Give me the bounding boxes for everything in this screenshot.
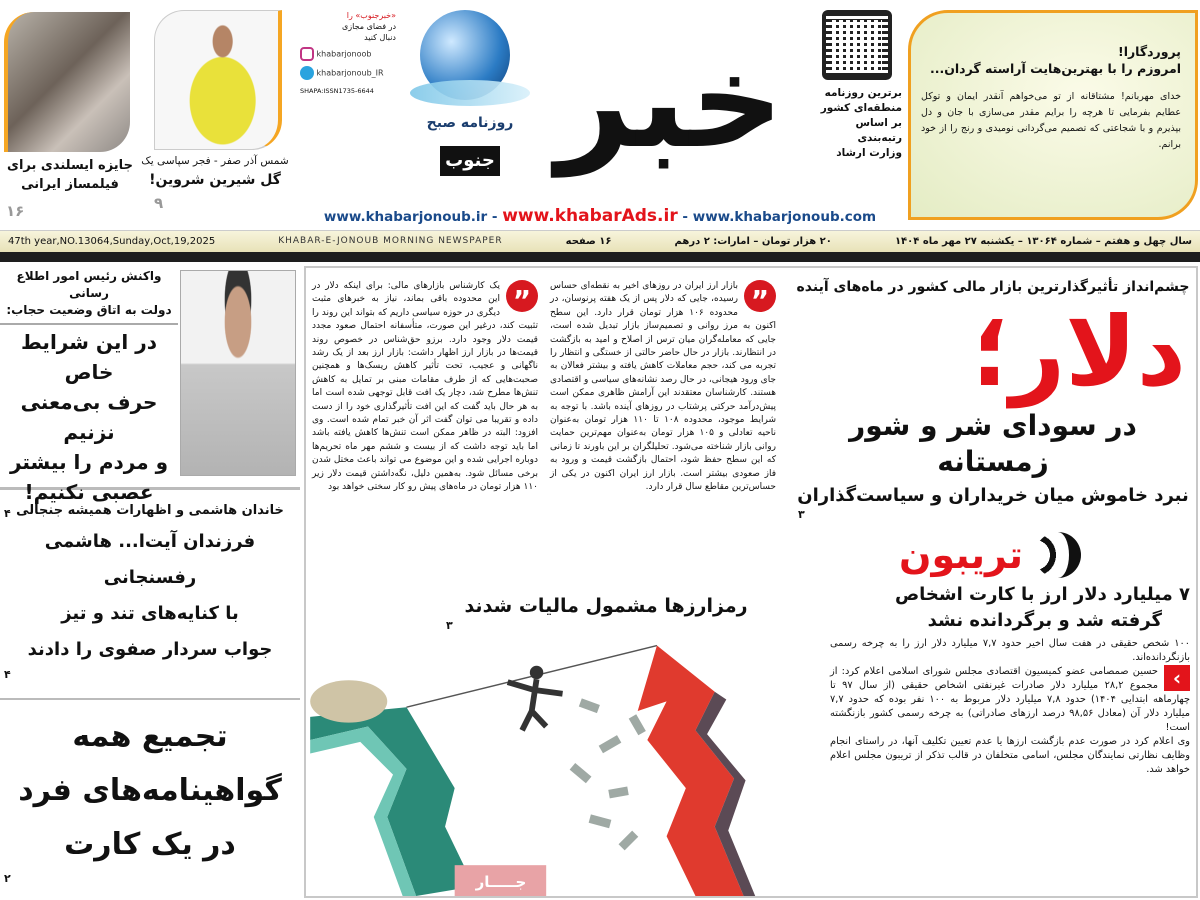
tribune-logo [790, 528, 1190, 582]
story-kicker: دولت به اتاق وضعیت حجاب: [6, 303, 172, 317]
teaser-film-photo [4, 12, 130, 152]
story-title: گواهینامه‌های فرد [18, 773, 282, 808]
lead-deck: نبرد خاموش میان خریداران و سیاست‌گذاران [797, 485, 1189, 506]
social-intro: دنبال کنید [364, 33, 396, 42]
quote-icon: ” [744, 280, 776, 312]
tribune-body: حسین صمصامی عضو کمیسیون اقتصادی مجلس شورای اسلامی اعلام کرد: از مجموع ۲۸,۲ میلیارد دلار صادرات غیرنفتی اشخاص حقیقی (از سال ۹۷ تا چهارماهه ابتدایی ۱۴۰۴) حدود ۷,۸ میلیارد دلار مربوط به ۱۰۰ نفر بوده که حدود ۷,۷ میلیارد دلار آن (معادل ۹۸,۵۶ درصد ارزهای صادراتی) به چرخه رسمی کشور بازنگشته است! [830, 666, 1191, 733]
tightrope-walker-head [530, 666, 543, 679]
telegram-icon [300, 66, 314, 80]
story-kicker: واکنش رئیس امور اطلاع رسانی [16, 269, 162, 300]
story-hashemi[interactable] [0, 496, 300, 700]
crypto-illustration [306, 634, 796, 896]
teaser-film[interactable] [0, 0, 140, 228]
lead-column-1 [550, 280, 776, 495]
social-intro: «خبرجنوب» را [346, 11, 396, 20]
lead-column-2 [312, 280, 538, 495]
teaser-football-photo [154, 10, 282, 150]
divider [0, 252, 1200, 262]
tribune-logo-text: تریبون [899, 533, 1023, 577]
story-title: جواب سردار صفوی را دادند [27, 639, 273, 660]
page-number: ۹ [154, 194, 164, 212]
teaser-football[interactable] [140, 0, 290, 228]
telegram-link[interactable] [300, 66, 396, 80]
lead-story[interactable] [790, 270, 1196, 522]
ranking-text [808, 86, 902, 161]
chevron-left-icon[interactable]: ‹ [1164, 665, 1190, 691]
tightrope-walker [508, 679, 563, 730]
falling-banknotes [570, 698, 646, 850]
social-intro: در فضای مجازی [342, 22, 396, 31]
tribune-body: وی اعلام کرد در صورت عدم بازگشت ارزها یا عدم تعیین تکلیف آنها، در راستای انجام وظایف نظارتی نمایندگان مجلس، اسامی متخلفان در قالب تذکر از تریبون مجلس اعلام خواهد شد. [830, 736, 1190, 775]
divider [0, 323, 178, 325]
story-kicker: خاندان هاشمی و اظهارات همیشه جنجالی [16, 503, 284, 518]
instagram-handle: khabarjonoob [316, 49, 372, 59]
instagram-icon [300, 47, 314, 61]
page-number: ۱۶ [6, 202, 25, 220]
page-number: ۴ [4, 507, 11, 520]
teaser-film-caption: جایزه ایسلندی برای [7, 158, 133, 173]
prayer-title: امروزم را با بهترین‌هایت آراسته گردان... [929, 61, 1181, 76]
masthead-logo[interactable] [400, 6, 800, 202]
ranking-line: بر اساس [855, 117, 902, 129]
social-block [300, 10, 396, 97]
ranking-line: برترین روزنامه [824, 87, 902, 99]
story-title: در یک کارت [64, 827, 236, 862]
url-right[interactable]: www.khabarjonoub.com [692, 209, 877, 225]
dateline-paper-name: KHABAR-E-JONOUB MORNING NEWSPAPER [278, 236, 503, 246]
jar-badge: جـــــار [475, 873, 527, 891]
story-photo [180, 270, 296, 476]
logo-wordmark: خبر [556, 25, 784, 177]
url-separator: - [491, 209, 498, 225]
ranking-line: رتبه‌بندی [857, 132, 902, 144]
swoosh [410, 80, 530, 106]
ranking-line: منطقه‌ای کشور [820, 102, 902, 114]
red-arrow [638, 646, 744, 896]
teaser-football-kicker: شمس آذر صفر - فجر سپاسی یک [141, 155, 289, 167]
story-title: حرف بی‌معنی نزنیم [20, 390, 158, 444]
lead-subtitle: در سودای شر و شور زمستانه [849, 409, 1137, 478]
dateline-price: ۲۰ هزار تومان – امارات: ۲ درهم [674, 236, 832, 247]
tribune-lede: ۱۰۰ شخص حقیقی در هفت سال اخیر حدود ۷,۷ میلیارد دلار ارز را به چرخه رسمی بازنگردانده‌اند. [830, 638, 1190, 663]
dateline-persian: سال چهل و هفتم – شماره ۱۳۰۶۴ – یکشنبه ۲۷ مهر ماه ۱۴۰۴ [894, 236, 1192, 247]
page-number: ۲ [4, 872, 11, 885]
story-title: فرزندان آیت‌ا... هاشمی رفسنجانی [44, 531, 256, 588]
right-column [790, 270, 1196, 896]
lead-body: بازار ارز ایران در روزهای اخیر به نقطه‌ای حساس رسیده، جایی که دلار پس از یک هفته پرنوسان، در محدوده ۱۰۶ هزار تومان قرار دارد. این سطح اکنون به مرز روانی و تصمیم‌ساز بازار تبدیل شده است، جایی که معامله‌گران میان ترس از اصلاح و امید به بازگشت در انتظارند. بازار در حال حاضر حالتی از خستگی و انتظار را تجربه می کند، حجم معاملات کاهش یافته و بیشتر فعالان به جای ورود هیجانی، در حال رصد نشانه‌های سیاسی و اقتصادی هستند. کارشناسان معتقدند این آرامش ظاهری ممکن است پیش‌درآمد حرکتی پرشتاب در روزهای آینده باشد. با توجه به شرایط موجود، محدوده ۱۰۸ تا ۱۱۰ هزار تومان به‌عنوان ناحیه تعادلی و ۱۰۵ هزار تومان به‌عنوان مهم‌ترین حمایت روانی بازار شناخته می‌شود. تحلیلگران بر این باورند تا زمانی که این سطح حفظ شود، احتمال بازگشت قیمت و ورود به فاز صعودی بیشتر است. بازار ارز ایران اکنون در یکی از حساس‌ترین مقاطع سال قرار دارد. [550, 281, 776, 493]
prayer-body: خدای مهربانم! مشتاقانه از تو می‌خواهم آنقدر ایمان و توکل عطایم بفرمایی تا هرچه را برایم مقدر می‌سازی با جان و دل بپذیرم و با شجاعتی که تصمیم می‌گردانی نومیدی و رنج را از خود برانم. [921, 91, 1181, 150]
story-title: و مردم را بیشتر [9, 450, 169, 474]
story-title: با کنایه‌های تند و تیز [61, 603, 239, 624]
logo-subtitle: جنوب [440, 146, 500, 176]
story-title: تجمیع همه [72, 719, 228, 754]
teaser-film-caption: فیلمساز ایرانی [21, 177, 119, 192]
url-left[interactable]: www.khabarjonoub.ir [323, 209, 488, 225]
dateline-english: 47th year,NO.13064,Sunday,Oct,19,2025 [8, 236, 216, 247]
url-separator: - [682, 209, 689, 225]
page-number: ۳ [798, 508, 805, 521]
telegram-handle: khabarjonoub_IR [316, 68, 384, 78]
tribune-title: گرفته شد و برگردانده نشد [927, 610, 1162, 631]
lead-body: یک کارشناس بازارهای مالی: برای اینکه دلار در این محدوده باقی بماند، نیاز به خبرهای مثبت دیگری در حوزه سیاسی داریم که بتواند این روند را تثبیت کند، درغیر این صورت، متأسفانه احتمال صعود مجدد قیمت دلار وجود دارد. برزو حق‌شناس در خصوص روند قیمت‌ها در بازار ارز اظهار داشت: بازار ارز بعد از یک رشد ناگهانی و عجیب، تحت تأثیر کاهش ریسک‌ها و همچنین صحبت‌هایی که از طرف مقامات مبنی بر تمایل به کاهش تنش‌ها مطرح شد، دچار یک افت قابل توجهی شده است اما به هر حال باید گفت که این افت تأثیرگذاری خود را از دست داده و تقریبا می توان گفت اثر آن خبر تمام شده است. وی افزود: البته در ظاهر ممکن است تنش‌ها کاهش یافته باشد اما باید توجه داشت که از بیست و ششم مهر ماه تحریم‌ها دوباره اجرایی شده و این موضوع می تواند باعث مختل شدن برخی مسائل شود. به‌همین دلیل، نگه‌داشتن قیمت دلار زیر ۱۱۰ هزار تومان در ماه‌های پیش رو کار سختی خواهد بود [312, 281, 538, 493]
url-ads[interactable]: www.khabarAds.ir [502, 206, 678, 226]
qr-code[interactable] [822, 10, 892, 80]
crypto-title: رمزارزها مشمول مالیات شدند [464, 595, 748, 617]
prayer-title: پروردگارا! [1118, 44, 1181, 59]
page-number: ۴ [4, 668, 11, 681]
teaser-football-title: گل شیرین شروین! [149, 172, 281, 188]
lead-kicker: چشم‌انداز تأثیرگذارترین بازار مالی کشور در ماه‌های آینده [796, 279, 1190, 295]
story-crypto[interactable] [306, 590, 796, 896]
tribune-title: ۷ میلیارد دلار ارز با کارت اشخاص [894, 584, 1190, 605]
page-number: ۳ [446, 619, 453, 632]
story-license[interactable] [0, 704, 300, 900]
story-title: در این شرایط خاص [21, 330, 157, 384]
story-title: عصبی نکنیم! [24, 480, 154, 504]
url-line [300, 206, 900, 226]
prayer-box [908, 10, 1198, 220]
instagram-link[interactable] [300, 47, 396, 61]
tribune-section[interactable] [790, 528, 1196, 777]
issn: SHAPA:ISSN1735-6644 [300, 87, 374, 95]
dateline-pages: ۱۶ صفحه [565, 236, 612, 247]
lead-title: دلار؛ [971, 296, 1186, 408]
logo-tagline: روزنامه صبح [426, 115, 514, 131]
money-bag [310, 680, 387, 722]
quote-icon: ” [506, 280, 538, 312]
dateline-bar [0, 230, 1200, 252]
ranking-line: وزارت ارشاد [836, 147, 902, 159]
broadcast-icon [1035, 532, 1081, 578]
